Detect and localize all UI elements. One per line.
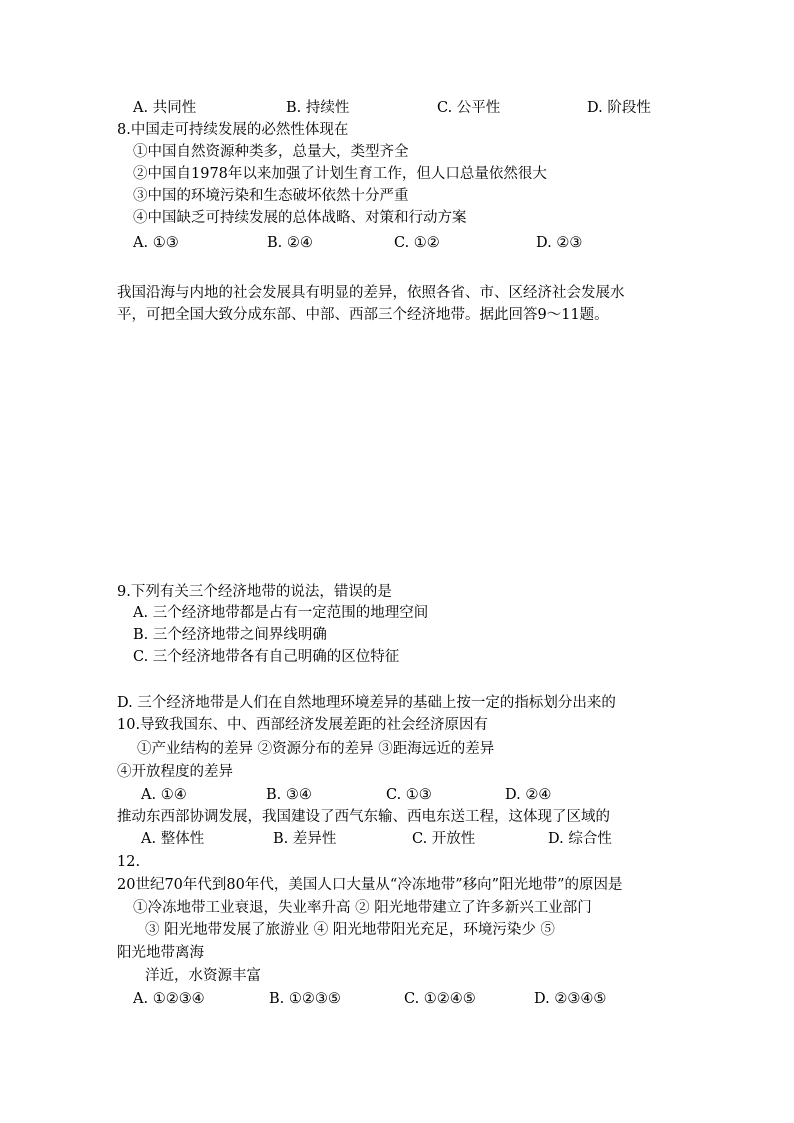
q11-option-c: C. 开放性 xyxy=(412,831,476,847)
q8-item-1: ①中国自然资源种类多，总量大，类型齐全 xyxy=(133,144,409,160)
q8-option-d: D. ②③ xyxy=(536,235,583,251)
q8-stem: 8.中国走可持续发展的必然性体现在 xyxy=(117,122,349,138)
q7-option-d: D. 阶段性 xyxy=(587,100,651,116)
intro-line-1: 我国沿海与内地的社会发展具有明显的差异，依照各省、市、区经济社会发展水 xyxy=(117,285,625,301)
q11-option-a: A. 整体性 xyxy=(141,831,205,847)
q12-items-line-2: ③ 阳光地带发展了旅游业 ④ 阳光地带阳光充足，环境污染少 ⑤ xyxy=(145,922,555,938)
q12-option-a: A. ①②③④ xyxy=(133,991,205,1007)
q10-items-line-2: ④开放程度的差异 xyxy=(117,764,233,780)
q12-number: 12. xyxy=(117,854,141,870)
q8-option-a: A. ①③ xyxy=(133,235,179,251)
q9-stem: 9.下列有关三个经济地带的说法，错误的是 xyxy=(117,584,392,600)
q11-option-b: B. 差异性 xyxy=(273,831,337,847)
q12-stem: 20世纪70年代到80年代，美国人口大量从“冷冻地带”移向”阳光地带”的原因是 xyxy=(117,877,623,893)
q12-items-line-1: ①冷冻地带工业衰退，失业率升高 ② 阳光地带建立了许多新兴工业部门 xyxy=(133,900,592,916)
q7-option-a: A. 共同性 xyxy=(133,100,197,116)
q12-option-b: B. ①②③⑤ xyxy=(269,991,341,1007)
q11-option-d: D. 综合性 xyxy=(548,831,612,847)
q12-items-line-3: 阳光地带离海 xyxy=(117,945,204,961)
q10-option-b: B. ③④ xyxy=(266,787,312,803)
q12-option-d: D. ②③④⑤ xyxy=(534,991,607,1007)
q7-option-c: C. 公平性 xyxy=(437,100,501,116)
q10-option-a: A. ①④ xyxy=(141,787,187,803)
q10-option-c: C. ①③ xyxy=(386,787,432,803)
q9-option-a: A. 三个经济地带都是占有一定范围的地理空间 xyxy=(133,605,429,621)
q8-item-4: ④中国缺乏可持续发展的总体战略、对策和行动方案 xyxy=(133,210,467,226)
q12-option-c: C. ①②④⑤ xyxy=(404,991,476,1007)
q10-option-d: D. ②④ xyxy=(505,787,552,803)
q7-option-b: B. 持续性 xyxy=(286,100,350,116)
q10-stem: 10.导致我国东、中、西部经济发展差距的社会经济原因有 xyxy=(117,717,489,733)
q8-option-c: C. ①② xyxy=(394,235,440,251)
q9-option-d: D. 三个经济地带是人们在自然地理环境差异的基础上按一定的指标划分出来的 xyxy=(117,695,616,711)
q9-option-b: B. 三个经济地带之间界线明确 xyxy=(133,627,327,643)
q9-option-c: C. 三个经济地带各有自己明确的区位特征 xyxy=(133,649,400,665)
q12-items-line-4: 洋近，水资源丰富 xyxy=(145,968,261,984)
intro-line-2: 平，可把全国大致分成东部、中部、西部三个经济地带。据此回答9～11题。 xyxy=(117,307,609,323)
q11-stem: 推动东西部协调发展，我国建设了西气东输、西电东送工程，这体现了区域的 xyxy=(117,809,610,825)
q10-items-line-1: ①产业结构的差异 ②资源分布的差异 ③距海远近的差异 xyxy=(137,741,495,757)
q8-item-3: ③中国的环境污染和生态破坏依然十分严重 xyxy=(133,188,409,204)
q8-item-2: ②中国自1978年以来加强了计划生育工作，但人口总量依然很大 xyxy=(133,166,547,182)
q8-option-b: B. ②④ xyxy=(267,235,313,251)
